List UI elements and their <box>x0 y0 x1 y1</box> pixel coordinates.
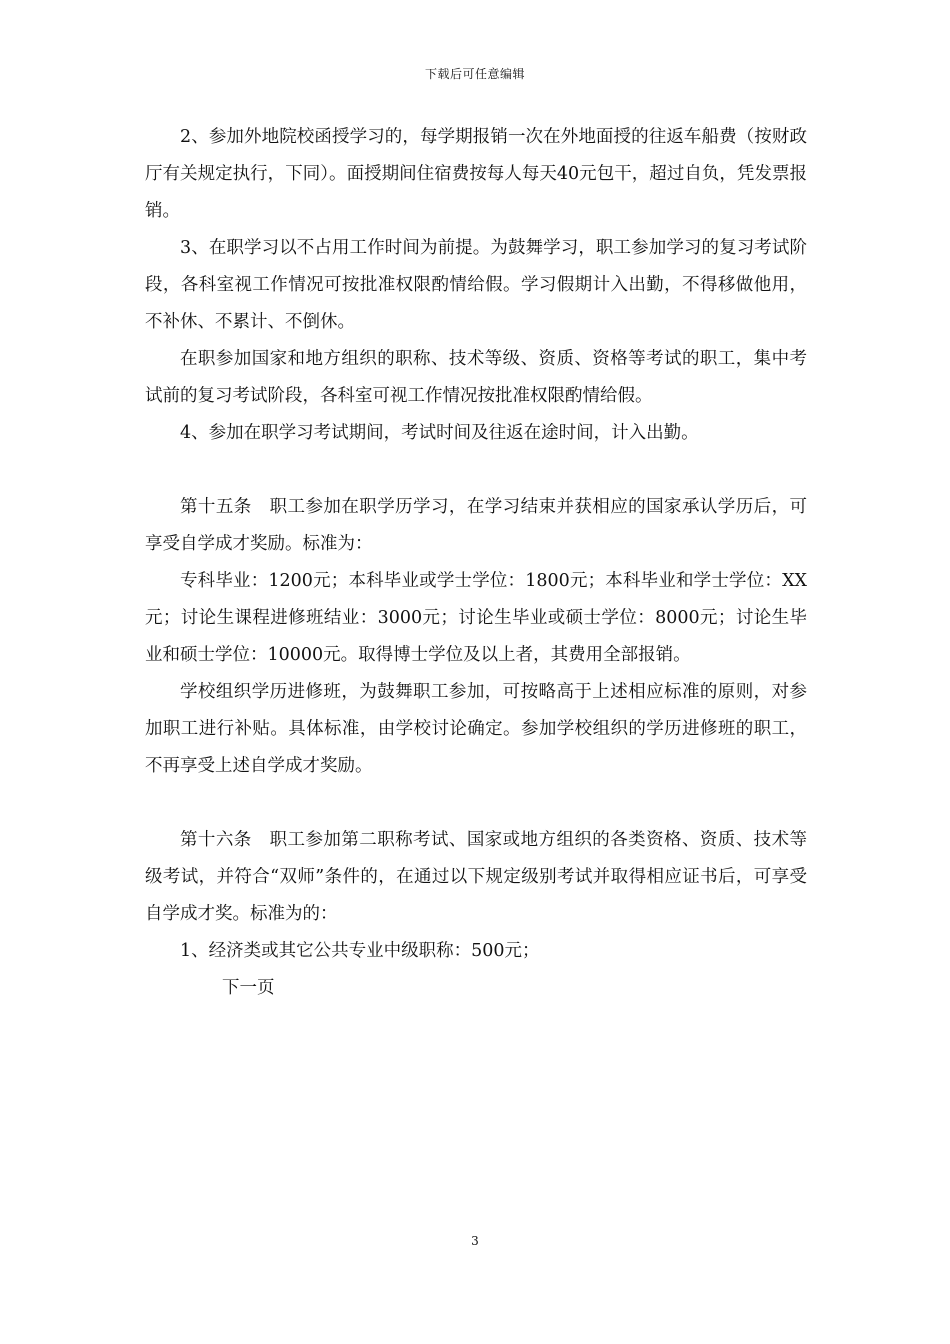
paragraph: 4、参加在职学习考试期间，考试时间及往返在途时间，计入出勤。 <box>180 423 699 443</box>
paragraph: 专科毕业：1200元；本科毕业或学士学位：1800元；本科毕业和学士学位：XX元；讨论生课程进修班结业：3000元；讨论生毕业或硕士学位：8000元；讨论生毕业和硕士学位：10000元。取得博士学位及以上者，其费用全部报销。 <box>145 571 807 665</box>
paragraph: 学校组织学历进修班，为鼓舞职工参加，可按略高于上述相应标准的原则，对参加职工进行补贴。具体标准，由学校讨论确定。参加学校组织的学历进修班的职工，不再享受上述自学成才奖励。 <box>145 682 807 776</box>
paragraph: 在职参加国家和地方组织的职称、技术等级、资质、资格等考试的职工，集中考试前的复习考试阶段，各科室可视工作情况按批准权限酌情给假。 <box>145 349 807 406</box>
next-page-link[interactable]: 下一页 <box>222 978 275 998</box>
page-number: 3 <box>471 1234 479 1248</box>
page-header: 下载后可任意编辑 <box>424 67 525 81</box>
paragraph: 2、参加外地院校函授学习的，每学期报销一次在外地面授的往返车船费（按财政厅有关规定执行，下同）。面授期间住宿费按每人每天40元包干，超过自负，凭发票报销。 <box>145 127 807 221</box>
paragraph-gap <box>145 785 807 822</box>
article-15-paragraph: 第十五条 职工参加在职学历学习，在学习结束并获相应的国家承认学历后，可享受自学成才奖励。标准为： <box>145 497 807 554</box>
article-16-paragraph: 第十六条 职工参加第二职称考试、国家或地方组织的各类资格、资质、技术等级考试，并符合“双师”条件的，在通过以下规定级别考试并取得相应证书后，可享受自学成才奖。标准为的： <box>145 830 807 924</box>
paragraph-gap <box>145 452 807 489</box>
paragraph: 1、经济类或其它公共专业中级职称：500元； <box>180 941 540 961</box>
document-body <box>145 119 807 1007</box>
paragraph: 3、在职学习以不占用工作时间为前提。为鼓舞学习，职工参加学习的复习考试阶段，各科室视工作情况可按批准权限酌情给假。学习假期计入出勤，不得移做他用，不补休、不累计、不倒休。 <box>145 238 807 332</box>
